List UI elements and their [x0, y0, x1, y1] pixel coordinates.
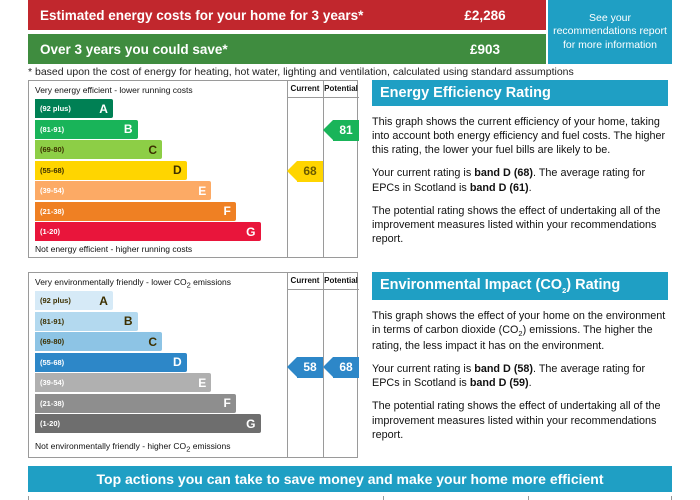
band-e	[35, 373, 211, 392]
divider	[287, 289, 359, 290]
rating-value: 58	[303, 360, 317, 374]
band-c	[35, 332, 162, 351]
eir-panel-title: Environmental Impact $(CO_2)$ Rating	[372, 272, 668, 300]
band-range: (39-54)	[40, 378, 65, 387]
arrow-icon	[287, 357, 297, 377]
eer-paragraph-1: This graph shows the current efficiency of your home, taking into account both energy efficiency and fuel costs. The higher this rating, the lower your fuel bills are likely to be.	[372, 116, 666, 157]
band-range: (21-38)	[40, 398, 65, 408]
band-letter: E	[198, 375, 207, 390]
eir-paragraph-1: This graph shows the effect of your home on the environment in terms of carbon dioxide $(CO_2)$ emissions. The higher the rating, the less impact it has on the environment.	[372, 309, 666, 352]
top-actions-banner: Top actions you can take to save money and make your home more efficient	[28, 466, 672, 492]
eer-potential-header: Potential	[324, 84, 358, 93]
energy-efficiency-graph	[28, 80, 358, 258]
eir-band-list	[35, 291, 281, 435]
band-a	[35, 99, 113, 118]
band-letter: B	[123, 314, 133, 328]
eir-paragraph-3: The potential rating shows the effect of undertaking all of the improvement measures listed within your recommendations report.	[372, 400, 661, 441]
energy-efficiency-panel	[372, 80, 672, 246]
band-letter: D	[173, 355, 182, 369]
band-letter: G	[246, 224, 256, 239]
rating-value: 68	[339, 360, 353, 374]
band-range: (55-68)	[40, 357, 65, 367]
band-letter: G	[246, 416, 256, 431]
band-g	[35, 414, 261, 433]
eer-caption-bottom: Not energy efficient - higher running costs	[35, 244, 193, 254]
band-b	[35, 312, 138, 331]
cost-saving-value: £903	[424, 34, 546, 64]
eir-potential-marker	[333, 357, 359, 378]
table-column-ticks	[28, 496, 672, 500]
band-letter: E	[198, 183, 207, 198]
band-c	[35, 140, 162, 159]
eer-paragraph-3: The potential rating shows the effect of undertaking all of the improvement measures listed within your recommendations report.	[372, 204, 661, 245]
eer-panel-title: Energy Efficiency Rating	[372, 80, 668, 106]
eir-caption-top: Very environmentally friendly - lower $CO_2$ emissions	[35, 277, 231, 290]
eir-caption-bottom: Not environmentally friendly - higher $CO_2$ emissions	[35, 441, 231, 454]
band-letter: F	[223, 204, 231, 218]
rating-value: 81	[339, 123, 353, 137]
eir-current-header: Current	[290, 276, 320, 285]
band-e	[35, 181, 211, 200]
divider	[323, 81, 324, 257]
band-g	[35, 222, 261, 241]
environmental-impact-panel	[372, 272, 672, 442]
eer-paragraph-2: Your current rating is band D (68). The average rating for EPCs in Scotland is band D (61).	[372, 167, 646, 194]
band-letter: A	[99, 293, 108, 308]
energy-costs-summary	[28, 0, 672, 68]
band-range: (1-20)	[40, 227, 61, 236]
divider	[287, 97, 359, 98]
eir-potential-header: Potential	[324, 276, 358, 285]
band-letter: F	[223, 396, 231, 410]
eer-current-header: Current	[290, 84, 320, 93]
band-b	[35, 120, 138, 139]
band-range: (69-80)	[40, 337, 65, 346]
environmental-impact-graph	[28, 272, 358, 458]
eir-current-marker	[297, 357, 323, 378]
band-f	[35, 202, 236, 221]
band-range: (21-38)	[40, 206, 65, 216]
band-d	[35, 353, 187, 372]
eir-paragraph-2: Your current rating is band D (58). The average rating for EPCs in Scotland is band D (59).	[372, 363, 646, 390]
band-range: (39-54)	[40, 186, 65, 195]
band-range: (81-91)	[40, 124, 65, 134]
cost-estimate-value: £2,286	[424, 0, 546, 30]
band-range: (92 plus)	[40, 296, 71, 305]
band-a	[35, 291, 113, 310]
cost-saving-label: Over 3 years you could save*	[28, 34, 424, 64]
eer-current-marker	[297, 161, 323, 182]
band-range: (55-68)	[40, 165, 65, 175]
eer-potential-marker	[333, 120, 359, 141]
band-range: (1-20)	[40, 419, 61, 428]
eer-caption-top: Very energy efficient - lower running costs	[35, 85, 193, 95]
band-letter: D	[173, 163, 182, 177]
eer-band-list	[35, 99, 281, 243]
rating-value: 68	[303, 164, 317, 178]
assumptions-note: * based upon the cost of energy for heating, hot water, lighting and ventilation, calculated using standard assumptions	[28, 66, 574, 78]
band-range: (92 plus)	[40, 104, 71, 113]
band-f	[35, 394, 236, 413]
arrow-icon	[323, 120, 333, 140]
band-range: (69-80)	[40, 145, 65, 154]
band-letter: C	[148, 334, 158, 349]
band-range: (81-91)	[40, 316, 65, 326]
band-letter: B	[123, 122, 133, 136]
recommendations-callout: See your recommendations report for more information	[548, 0, 672, 64]
arrow-icon	[323, 357, 333, 377]
band-d	[35, 161, 187, 180]
band-letter: C	[148, 142, 158, 157]
cost-estimate-label: Estimated energy costs for your home for 3 years*	[28, 0, 424, 30]
band-letter: A	[99, 101, 108, 116]
arrow-icon	[287, 161, 297, 181]
